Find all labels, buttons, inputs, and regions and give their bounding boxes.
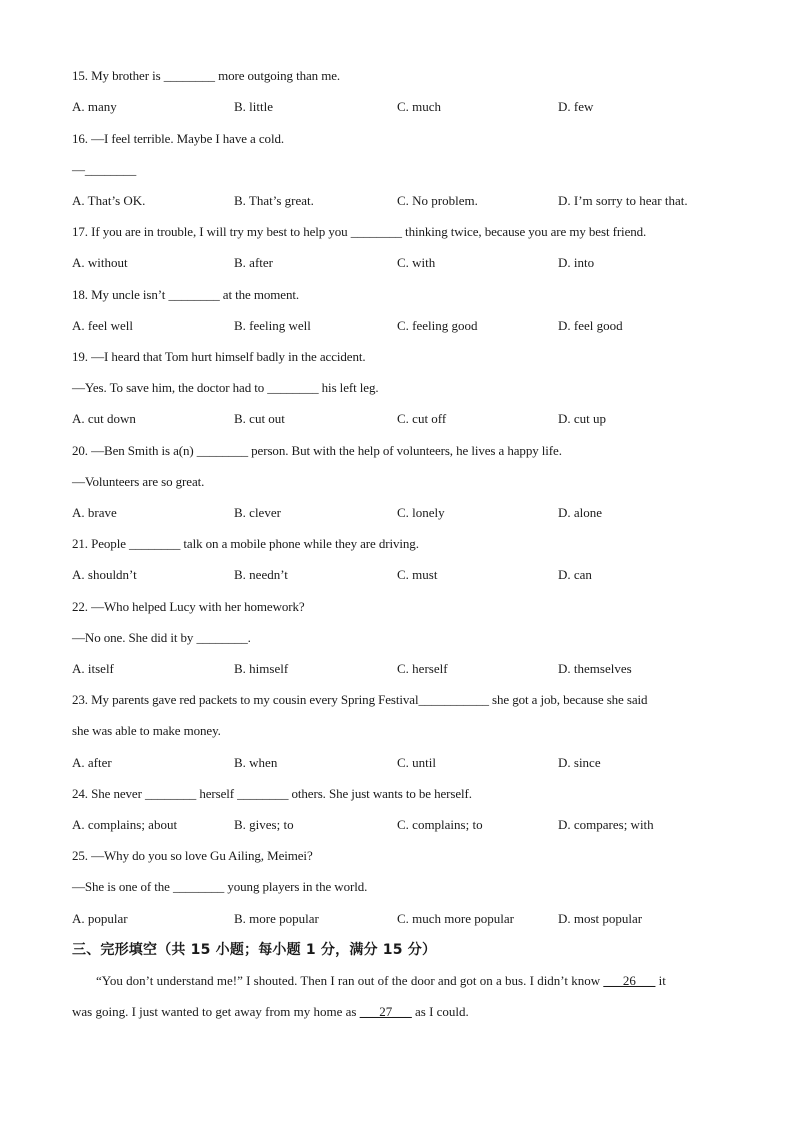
question-20-stem: 20. —Ben Smith is a(n) ________ person. But with the help of volunteers, he lives a happy life. xyxy=(72,443,562,458)
question-17-options xyxy=(72,254,724,272)
question-19-options xyxy=(72,410,724,428)
option-a: A. cut down xyxy=(72,411,136,426)
option-b: B. more popular xyxy=(234,911,319,926)
passage-text: “You don’t understand me!” I shouted. Then I ran out of the door and got on a bus. I didn’t know xyxy=(96,973,604,988)
option-d: D. cut up xyxy=(558,411,607,426)
blank-27: ___27___ xyxy=(359,1004,412,1019)
option-c: C. much more popular xyxy=(397,911,514,926)
option-c: C. with xyxy=(397,255,436,270)
question-16-options xyxy=(72,192,724,210)
question-16-stem: 16. —I feel terrible. Maybe I have a cold. xyxy=(72,131,285,146)
option-d: D. themselves xyxy=(558,661,632,676)
option-a: A. without xyxy=(72,255,128,270)
option-b: B. clever xyxy=(234,505,281,520)
question-20-response: —Volunteers are so great. xyxy=(72,474,205,489)
option-b: B. needn’t xyxy=(234,567,288,582)
question-16-response: —________ xyxy=(72,162,137,177)
question-15-options xyxy=(72,98,724,116)
option-a: A. feel well xyxy=(72,318,134,333)
option-a: A. complains; about xyxy=(72,817,178,832)
option-a: A. That’s OK. xyxy=(72,193,146,208)
question-19-response: —Yes. To save him, the doctor had to ________ his left leg. xyxy=(72,380,379,395)
option-b: B. himself xyxy=(234,661,289,676)
option-b: B. when xyxy=(234,755,278,770)
option-d: D. can xyxy=(558,567,592,582)
section-heading: 三、完形填空（共 15 小题；每小题 1 分，满分 15 分） xyxy=(72,942,437,958)
option-c: C. herself xyxy=(397,661,448,676)
question-24-stem: 24. She never ________ herself ________ others. She just wants to be herself. xyxy=(72,786,472,801)
question-20-options xyxy=(72,504,724,522)
question-25-response: —She is one of the ________ young players in the world. xyxy=(72,879,368,894)
passage-text: was going. I just wanted to get away from my home as xyxy=(72,1004,360,1019)
question-18-options xyxy=(72,317,724,335)
option-c: C. No problem. xyxy=(397,193,478,208)
passage-line-2 xyxy=(72,1003,722,1021)
option-b: B. That’s great. xyxy=(234,193,314,208)
option-c: C. cut off xyxy=(397,411,447,426)
option-a: A. popular xyxy=(72,911,128,926)
option-a: A. shouldn’t xyxy=(72,567,137,582)
option-b: B. feeling well xyxy=(234,318,311,333)
blank-26: ___26___ xyxy=(603,973,656,988)
question-23-stem-continued: she was able to make money. xyxy=(72,723,221,738)
question-21-options xyxy=(72,566,724,584)
question-25-stem: 25. —Why do you so love Gu Ailing, Meimei? xyxy=(72,848,313,863)
option-d: D. most popular xyxy=(558,911,643,926)
question-19-stem: 19. —I heard that Tom hurt himself badly in the accident. xyxy=(72,349,366,364)
option-b: B. cut out xyxy=(234,411,285,426)
question-17-stem: 17. If you are in trouble, I will try my best to help you ________ thinking twice, because you are my best friend. xyxy=(72,224,647,239)
option-b: B. little xyxy=(234,99,273,114)
question-15-stem: 15. My brother is ________ more outgoing than me. xyxy=(72,68,341,83)
option-d: D. few xyxy=(558,99,594,114)
option-d: D. into xyxy=(558,255,595,270)
passage-text: it xyxy=(655,973,666,988)
option-c: C. much xyxy=(397,99,442,114)
option-c: C. must xyxy=(397,567,438,582)
option-a: A. itself xyxy=(72,661,114,676)
option-d: D. I’m sorry to hear that. xyxy=(558,193,688,208)
option-d: D. since xyxy=(558,755,601,770)
question-25-options xyxy=(72,910,724,928)
question-23-options xyxy=(72,754,724,772)
question-18-stem: 18. My uncle isn’t ________ at the moment. xyxy=(72,287,300,302)
option-c: C. feeling good xyxy=(397,318,478,333)
option-c: C. lonely xyxy=(397,505,445,520)
question-23-stem: 23. My parents gave red packets to my cousin every Spring Festival___________ she got a job, because she said xyxy=(72,692,648,707)
passage-text: as I could. xyxy=(411,1004,469,1019)
option-d: D. alone xyxy=(558,505,603,520)
option-d: D. compares; with xyxy=(558,817,654,832)
question-24-options xyxy=(72,816,724,834)
passage-line-1 xyxy=(72,972,722,990)
option-c: C. until xyxy=(397,755,437,770)
option-b: B. after xyxy=(234,255,273,270)
option-a: A. many xyxy=(72,99,117,114)
option-c: C. complains; to xyxy=(397,817,483,832)
question-22-stem: 22. —Who helped Lucy with her homework? xyxy=(72,599,305,614)
question-22-options xyxy=(72,660,724,678)
option-a: A. after xyxy=(72,755,112,770)
option-a: A. brave xyxy=(72,505,117,520)
question-22-response: —No one. She did it by ________. xyxy=(72,630,251,645)
option-b: B. gives; to xyxy=(234,817,294,832)
option-d: D. feel good xyxy=(558,318,623,333)
question-21-stem: 21. People ________ talk on a mobile phone while they are driving. xyxy=(72,536,419,551)
